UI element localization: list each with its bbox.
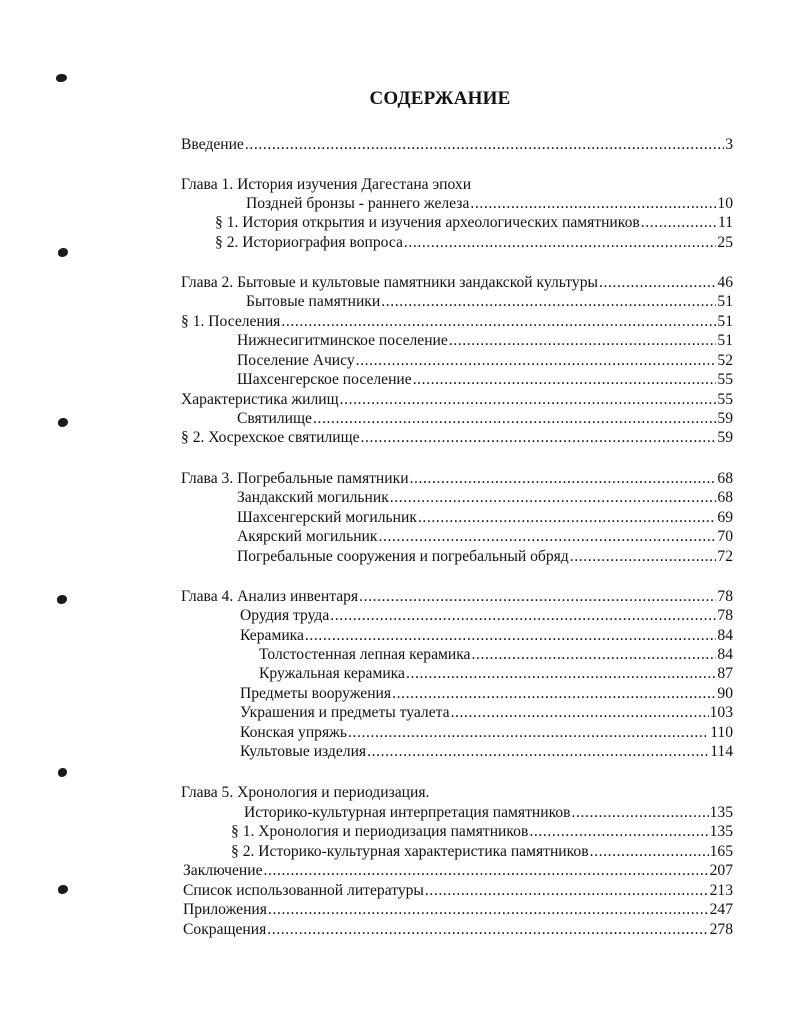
- toc-entry-title: § 1. Хронология и периодизация памятников: [231, 823, 529, 840]
- toc-entry-title: Глава 5. Хронология и периодизация.: [181, 784, 430, 801]
- toc-page-number: 52: [717, 352, 733, 369]
- toc-entry-household-monuments: [246, 292, 733, 311]
- toc-entry-ch2-section-2: [181, 428, 733, 447]
- toc-entry-sanctuary: [237, 409, 733, 428]
- toc-entry-title: Список использованной литературы: [183, 882, 424, 899]
- toc-entry-title: Шахсенгерский могильник: [237, 509, 417, 526]
- toc-entry-horse-harness: [240, 723, 733, 742]
- toc-page-number: 72: [717, 548, 733, 565]
- dot-leader: [245, 135, 724, 154]
- toc-page-number: 278: [709, 921, 733, 938]
- dot-leader: [570, 547, 717, 566]
- dot-leader: [381, 292, 716, 311]
- dot-leader: [305, 626, 716, 645]
- dot-leader: [264, 861, 709, 880]
- toc-page-number: 68: [717, 470, 733, 487]
- toc-entry-introduction: [181, 135, 733, 154]
- dot-leader: [361, 428, 717, 447]
- dot-leader: [599, 273, 716, 292]
- dot-leader: [367, 742, 709, 761]
- dot-leader: [268, 900, 709, 919]
- toc-page-number: 165: [709, 843, 733, 860]
- dot-leader: [356, 351, 717, 370]
- toc-entry-title: Поселение Ачису: [237, 352, 355, 369]
- toc-page-number: 103: [709, 704, 733, 721]
- toc-entry-title: Орудия труда: [240, 607, 330, 624]
- toc-page-number: 69: [717, 509, 733, 526]
- toc-entry-handmade-ceramics: [259, 645, 733, 664]
- toc-entry-title: Глава 2. Бытовые и культовые памятники зандакской культуры: [181, 274, 598, 291]
- dot-leader: [413, 370, 717, 389]
- toc-page-number: 78: [717, 588, 733, 605]
- dot-leader: [572, 803, 709, 822]
- toc-entry-conclusion: [183, 861, 733, 880]
- toc-page-number: 59: [717, 429, 733, 446]
- toc-entry-ornaments: [240, 703, 733, 722]
- toc-entry-title: Сокращения: [183, 921, 267, 938]
- toc-entry-title: Характеристика жилищ: [181, 391, 339, 408]
- toc-page-number: 87: [717, 665, 733, 682]
- toc-page-number: 114: [710, 743, 733, 760]
- toc-page-number: 207: [709, 862, 733, 879]
- toc-entry-chapter-2: [181, 273, 733, 292]
- dot-leader: [313, 409, 716, 428]
- toc-entry-ch1-section-1: [215, 213, 733, 232]
- toc-entry-title: Введение: [181, 136, 244, 153]
- toc-entry-chapter-1: [181, 175, 471, 194]
- toc-entry-burial-rite: [237, 547, 733, 566]
- dot-leader: [406, 664, 716, 683]
- dot-leader: [359, 587, 716, 606]
- toc-entry-title: Культовые изделия: [240, 743, 367, 760]
- toc-page-number: 51: [717, 293, 733, 310]
- toc-entry-title: Глава 1. История изучения Дагестана эпохи: [181, 176, 472, 193]
- toc-entry-title: § 1. Поселения: [181, 313, 281, 330]
- toc-entry-bibliography: [183, 881, 733, 900]
- toc-entry-achisu: [237, 351, 733, 370]
- dot-leader: [425, 881, 709, 900]
- toc-entry-title: Бытовые памятники: [246, 293, 381, 310]
- toc-page-number: 59: [717, 410, 733, 427]
- toc-entry-title: Акярский могильник: [237, 528, 378, 545]
- toc-entry-chapter-3: [181, 469, 733, 488]
- dot-leader: [392, 684, 716, 703]
- toc-entry-akyar-burial: [237, 527, 733, 546]
- toc-page-number: 51: [717, 332, 733, 349]
- dot-leader: [410, 469, 717, 488]
- page-title: СОДЕРЖАНИЕ: [369, 88, 511, 109]
- toc-page-number: 84: [717, 627, 733, 644]
- dot-leader: [330, 606, 716, 625]
- toc-entry-zandak-burial: [237, 488, 733, 507]
- dot-leader: [348, 723, 709, 742]
- dot-leader: [390, 488, 717, 507]
- toc-entry-title: § 2. Историография вопроса: [215, 234, 403, 251]
- toc-entry-chapter-4: [181, 587, 733, 606]
- toc-page-number: 247: [709, 901, 733, 918]
- toc-page-number: 11: [717, 214, 733, 231]
- toc-entry-title: § 1. История открытия и изучения археологических памятников: [215, 214, 640, 231]
- toc-entry-title: § 2. Хосрехское святилище: [181, 429, 360, 446]
- toc-page-number: 10: [717, 195, 733, 212]
- toc-entry-ceramics: [240, 626, 733, 645]
- toc-page-number: 3: [725, 136, 733, 153]
- toc-entry-chapter-1-cont: [246, 194, 733, 213]
- toc-entry-weapons: [240, 684, 733, 703]
- dot-leader: [641, 213, 717, 232]
- toc-page-number: 25: [717, 234, 733, 251]
- dot-leader: [281, 312, 716, 331]
- dot-leader: [378, 527, 716, 546]
- toc-entry-nizhnesigitminskoe: [237, 331, 733, 350]
- dot-leader: [451, 703, 709, 722]
- toc-page-number: 55: [717, 371, 733, 388]
- dot-leader: [340, 390, 717, 409]
- toc-entry-title: Заключение: [183, 862, 263, 879]
- toc-page-number: 135: [709, 823, 733, 840]
- toc-page-number: 84: [717, 646, 733, 663]
- toc-entry-title: § 2. Историко-культурная характеристика памятников: [231, 843, 589, 860]
- toc-entry-appendices: [183, 900, 733, 919]
- toc-entry-ch5-section-1: [231, 822, 733, 841]
- dot-leader: [449, 331, 717, 350]
- dot-leader: [418, 508, 716, 527]
- toc-entry-tools: [240, 606, 733, 625]
- toc-entry-abbreviations: [183, 920, 733, 939]
- toc-entry-title: Предметы вооружения: [240, 685, 392, 702]
- toc-entry-shakhsenger-burial: [237, 508, 733, 527]
- toc-entry-title: Историко-культурная интерпретация памятников: [244, 804, 571, 821]
- toc-page-number: 213: [709, 882, 733, 899]
- toc-entry-title: Погребальные сооружения и погребальный обряд: [237, 548, 569, 565]
- toc-entry-title: Нижнесигитминское поселение: [237, 332, 448, 349]
- toc-page-number: 46: [717, 274, 733, 291]
- toc-entry-title: Святилище: [237, 410, 312, 427]
- toc-entry-cult-items: [240, 742, 733, 761]
- toc-page-number: 51: [717, 313, 733, 330]
- toc-entry-title: Конская упряжь: [240, 724, 348, 741]
- toc-entry-ch2-section-1: [181, 312, 733, 331]
- dot-leader: [470, 194, 716, 213]
- toc-entry-dwellings: [181, 390, 733, 409]
- toc-entry-title: Зандакский могильник: [237, 489, 389, 506]
- toc-entry-title: Приложения: [183, 901, 267, 918]
- toc-entry-shakhsengerskoe: [237, 370, 733, 389]
- toc-entry-title: Глава 4. Анализ инвентаря: [181, 588, 359, 605]
- dot-leader: [267, 920, 708, 939]
- toc-page-number: 90: [717, 685, 733, 702]
- toc-page-number: 55: [717, 391, 733, 408]
- dot-leader: [590, 842, 709, 861]
- toc-entry-title: Глава 3. Погребальные памятники: [181, 470, 409, 487]
- toc-page-number: 78: [717, 607, 733, 624]
- toc-entry-title: Кружальная керамика: [259, 665, 405, 682]
- toc-entry-title: Поздней бронзы - раннего железа: [246, 195, 470, 212]
- toc-page-number: 110: [710, 724, 733, 741]
- toc-entry-title: Толстостенная лепная керамика: [259, 646, 471, 663]
- toc-entry-chapter-5: [181, 783, 429, 802]
- toc-entry-title: Шахсенгерское поселение: [237, 371, 412, 388]
- toc-entry-wheel-ceramics: [259, 664, 733, 683]
- toc-entry-ch5-section-2: [231, 842, 733, 861]
- toc-entry-chapter-5-cont: [244, 803, 733, 822]
- toc-entry-title: Украшения и предметы туалета: [240, 704, 450, 721]
- toc-entry-title: Керамика: [240, 627, 304, 644]
- toc-page-number: 68: [717, 489, 733, 506]
- dot-leader: [529, 822, 708, 841]
- toc-entry-ch1-section-2: [215, 233, 733, 252]
- toc-page-number: 135: [709, 804, 733, 821]
- dot-leader: [404, 233, 717, 252]
- dot-leader: [471, 645, 716, 664]
- toc-page-number: 70: [717, 528, 733, 545]
